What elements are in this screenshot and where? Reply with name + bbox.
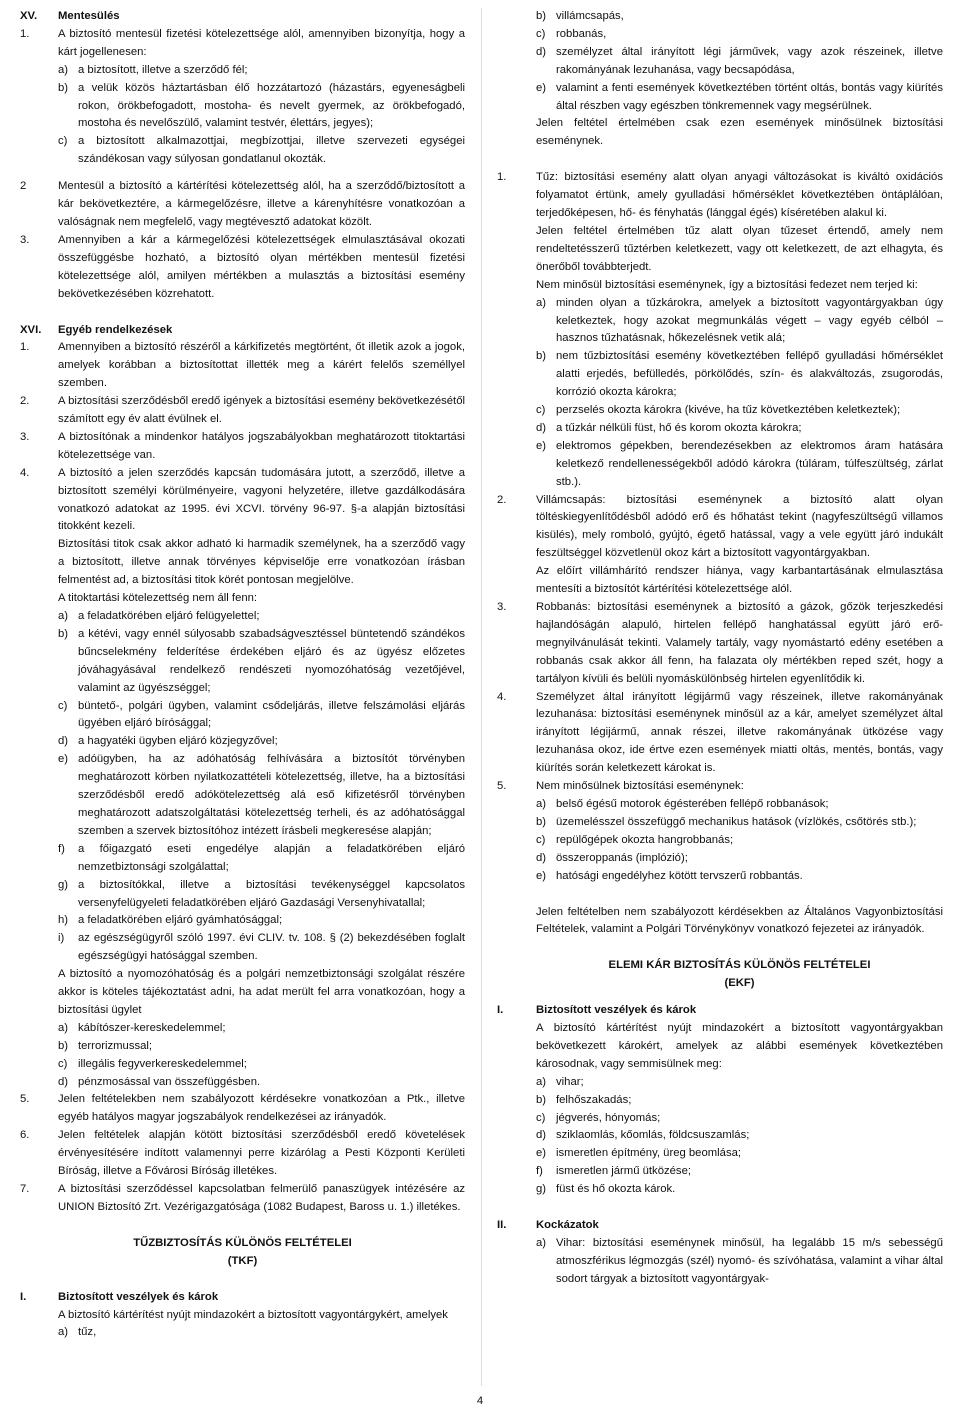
item-text: ismeretlen építmény, üreg beomlása;	[556, 1147, 742, 1160]
item-letter: a)	[536, 1237, 547, 1249]
paragraph-number: 5.	[497, 780, 507, 793]
item-text: a főigazgató eseti engedélye alapján a feladatkörében eljáró nemzetbiztonsági szolgálattal;	[78, 842, 465, 873]
list-item	[20, 912, 465, 930]
paragraph	[20, 1127, 465, 1181]
list-item	[20, 608, 465, 626]
item-text: valamint a fenti események következtében történt oltás, bontás vagy kiürítés által részben vagy egészben tönkremennek vagy megsérülnek.	[556, 81, 943, 112]
item-text: elektromos gépekben, berendezésekben az elektromos áram hatására keletkező rendellenességekből adódó károkra (túláram, túlfeszültség, zárlat stb.).	[556, 439, 943, 488]
paragraph-number: 6.	[20, 1129, 30, 1142]
paragraph	[20, 465, 465, 537]
list-item	[20, 62, 465, 80]
list-item	[20, 1324, 465, 1342]
paragraph-number: 4.	[497, 690, 507, 703]
item-text: robbanás,	[556, 27, 607, 40]
paragraph-text: Nem minősülnek biztosítási eseménynek:	[536, 780, 744, 793]
paragraph-number: 1.	[20, 27, 30, 40]
item-letter: b)	[536, 1093, 547, 1106]
list-item	[497, 796, 943, 814]
item-text: a feladatkörében eljáró felügyelettel;	[78, 610, 260, 622]
column-divider	[481, 8, 482, 1386]
paragraph	[20, 429, 465, 465]
list-item	[497, 832, 943, 850]
paragraph-text: A biztosító a nyomozóhatóság és a polgári nemzetbiztonsági szolgálat részére akkor is köteles tájékoztatást adni, ha adat merült fel arra vonatkozóan, hogy a biztosítási ügylet	[58, 968, 465, 1016]
list-item	[497, 438, 943, 492]
item-text: pénzmosással van összefüggésben.	[78, 1075, 261, 1088]
item-text: belső égésű motorok égésterében fellépő robbanások;	[556, 797, 829, 810]
item-text: terrorizmussal;	[78, 1039, 153, 1052]
section-title: Mentesülés	[58, 10, 120, 22]
item-letter: b)	[58, 627, 69, 640]
list-item	[20, 877, 465, 913]
item-letter: d)	[58, 735, 69, 748]
paragraph	[497, 599, 943, 689]
paragraph-text: A biztosítási szerződéssel kapcsolatban felmerülő panaszügyek intézésére az UNION Biztosító Zrt. Vezérigazgatósága (1082 Budapest, Baross u. 1.) illetékes.	[58, 1183, 465, 1213]
list-item	[497, 295, 943, 349]
left-column	[20, 8, 465, 1342]
item-letter: a)	[58, 63, 69, 76]
paragraph-text: Amennyiben a biztosító részéről a kárkifizetés megtörtént, őt illetik azok a jogok, amelyek korábban a biztosítottat illették meg a kárért felelős személlyel szemben.	[58, 341, 465, 390]
paragraph	[20, 178, 465, 232]
paragraph-text: Amennyiben a kár a kármegelőzési kötelezettségek elmulasztásával okozati összefüggésbe hozható, a biztosító olyan mértékben mentesül fizetési kötelezettsége alól, amilyen mértékben a mulasztás a biztosítási esemény bekövetkezésében közrehatott.	[58, 233, 465, 300]
item-letter: d)	[536, 45, 547, 58]
item-letter: b)	[58, 81, 69, 94]
item-letter: a)	[536, 296, 547, 309]
item-text: a biztosított, illetve a szerződő fél;	[78, 63, 248, 76]
item-letter: c)	[536, 404, 546, 417]
paragraph-number: 3.	[20, 233, 30, 246]
section-number: II.	[497, 1219, 507, 1232]
list-item	[20, 80, 465, 134]
paragraph-number: 3.	[497, 601, 507, 613]
paragraph-number: 2.	[20, 395, 30, 408]
section-number: I.	[20, 1290, 27, 1303]
paragraph-text: A biztosítónak a mindenkor hatályos jogszabályokban meghatározott titoktartási kötelezettsége van.	[58, 430, 465, 461]
list-item	[497, 1145, 943, 1163]
item-text: ismeretlen jármű ütközése;	[556, 1165, 691, 1178]
item-text: személyzet által irányított légi járművek, vagy azok részeinek, illetve rakományának lezuhanása, vagy becsapódása,	[556, 45, 943, 76]
paragraph	[20, 339, 465, 393]
paragraph	[20, 232, 465, 304]
item-letter: f)	[58, 842, 65, 855]
item-text: a hagyatéki ügyben eljáró közjegyzővel;	[78, 735, 278, 748]
ekf-section-heading	[497, 1217, 943, 1235]
item-text: illegális fegyverkereskedelemmel;	[78, 1057, 247, 1070]
item-text: minden olyan a tűzkárokra, amelyek a biztosított vagyontárgyakban úgy keletkeztek, hogy azokat megmunkálás végett – vagy egyéb célból – hasznos tűzhatásnak, hőkezelésnek vetik alá;	[556, 296, 943, 345]
item-text: üzemelésszel összefüggő mechanikus hatások (vízlökés, csőtörés stb.);	[556, 815, 917, 828]
item-text: felhőszakadás;	[556, 1093, 632, 1106]
item-letter: b)	[536, 350, 547, 363]
paragraph-text: A biztosító a jelen szerződés kapcsán tudomására jutott, a szerződő, illetve a biztosított személyi körülményeire, vagyoni helyzetére, illetve gazdálkodására vonatkozó adatokat az 1995. évi XCVI. törvény 96-97. §-a alapján biztosítási titokként kezeli.	[58, 466, 465, 533]
paragraph-text: Biztosítási titok csak akkor adható ki harmadik személynek, ha a szerződő vagy a biztosított, illetve annak törvényes képviselője erre vonatkozóan írásban felmentést ad, a biztosítási titok körét pontosan megjelölve.	[58, 538, 465, 587]
item-letter: e)	[536, 439, 547, 452]
item-text: az egészségügyről szóló 1997. évi CLIV. tv. 108. § (2) bekezdésében foglalt egészségügyi hatósággal szemben.	[78, 932, 465, 963]
list-item	[20, 698, 465, 734]
paragraph-number: 2	[20, 180, 27, 193]
ekf-subtitle: (EKF)	[724, 977, 755, 990]
tkf-section-heading	[20, 1289, 465, 1307]
list-item	[20, 841, 465, 877]
section-number: I.	[497, 1004, 504, 1017]
item-text: a velük közös háztartásban élő hozzátartozó (házastárs, egyeneságbeli rokon, örökbefogadott, mostoha- és nevelt gyermek, az örökbefogadó, mostoha és nevelőszülő, valamint testvér, élettárs, jegyes);	[78, 81, 465, 130]
paragraph-text: A biztosító kártérítést nyújt mindazokért a biztosított vagyontárgykért, amelyek	[58, 1308, 448, 1321]
paragraph-number: 1.	[20, 341, 30, 354]
right-column	[497, 8, 943, 1289]
item-text: repülőgépek okozta hangrobbanás;	[556, 833, 734, 846]
tkf-subtitle: (TKF)	[227, 1254, 258, 1267]
paragraph-text: Tűz: biztosítási esemény alatt olyan anyagi változásokat is kiváltó oxidációs folyamatot értünk, amely gyulladási hőmérséklet következtében öntáplálóan, terjedőképesen, hő- és fényhatás (lánggal égés) kíséretében alakul ki.	[536, 171, 943, 220]
paragraph-number: 7.	[20, 1183, 30, 1195]
paragraph-text: A biztosítási szerződésből eredő igények a biztosítási esemény bekövetkezésétől számított egy év alatt évülnek el.	[58, 395, 465, 426]
item-text: büntető-, polgári ügyben, valamint csődeljárás, illetve felszámolási eljárás ügyében eljáró bírósággal;	[78, 699, 465, 730]
item-text: nem tűzbiztosítási esemény következtében fellépő gyulladási hőmérséklet alatti erjedés, befülledés, pörkölődés, szín- és alakváltozás, zsugorodás, korrózió okozta károkra;	[556, 350, 943, 399]
item-letter: d)	[536, 851, 547, 864]
list-item	[497, 1074, 943, 1092]
list-item	[20, 133, 465, 169]
item-letter: g)	[58, 878, 69, 891]
paragraph-text: Személyzet által irányított légijármű vagy részeinek, illetve rakományának lezuhanása: biztosítási eseménynek minősül az a kár, amelyet személyzet által irányított légijármű, annak részei, illetve rakományának ütközése vagy lezuhanása okoz, ide értve ezen események miatti oltás, mentés, bontás, vagy kiürítés során keletkezett károkat is.	[536, 690, 943, 775]
paragraph-text: Jelen feltételekben nem szabályozott kérdésekre vonatkozóan a Ptk., illetve egyéb hatályos magyar jogszabályok rendelkezései az irányadók.	[58, 1093, 465, 1124]
item-letter: d)	[536, 1129, 547, 1142]
list-item	[497, 8, 943, 26]
list-item	[497, 26, 943, 44]
ekf-section-heading	[497, 1002, 943, 1020]
list-item	[497, 850, 943, 868]
item-letter: a)	[536, 1075, 547, 1088]
list-item	[497, 1181, 943, 1199]
list-item	[497, 1127, 943, 1145]
item-letter: c)	[58, 1057, 68, 1070]
item-letter: h)	[58, 914, 69, 927]
paragraph-text: Nem minősül biztosítási eseménynek, így a biztosítási fedezet nem terjed ki:	[536, 278, 918, 291]
list-item	[20, 751, 465, 841]
item-text: jégverés, hónyomás;	[556, 1111, 661, 1124]
item-letter: c)	[536, 833, 546, 846]
item-text: a kétévi, vagy ennél súlyosabb szabadságvesztéssel büntetendő szándékos bűncselekmény felderítése érdekében eljáró és az ügyész előzetes jóváhagyásával rendelkező rendészeti nyomozóhatóság vezetőjével, valamint az ügyészséggel;	[78, 627, 465, 694]
paragraph-text: A biztosító mentesül fizetési kötelezettsége alól, amennyiben bizonyítja, hogy a kárt jogellenesen:	[58, 27, 465, 58]
item-letter: d)	[58, 1075, 69, 1088]
item-letter: d)	[536, 421, 547, 434]
paragraph	[497, 492, 943, 564]
paragraph-number: 5.	[20, 1093, 30, 1106]
list-item	[20, 1074, 465, 1092]
paragraph	[497, 689, 943, 779]
item-letter: b)	[536, 815, 547, 828]
list-item	[20, 1038, 465, 1056]
section-title: Kockázatok	[536, 1219, 599, 1232]
section-xvi-heading	[20, 322, 465, 340]
list-item	[20, 626, 465, 698]
item-text: füst és hő okozta károk.	[556, 1183, 676, 1196]
paragraph	[20, 393, 465, 429]
list-item	[20, 733, 465, 751]
list-item	[497, 402, 943, 420]
paragraph-text: Az előírt villámhárító rendszer hiánya, vagy karbantartásának elmulasztása mentesíti a biztosítót kártérítési kötelezettsége alól.	[536, 565, 943, 596]
section-title: Egyéb rendelkezések	[58, 323, 173, 336]
section-title: Biztosított veszélyek és károk	[58, 1290, 219, 1303]
paragraph-text: Jelen feltételek alapján kötött biztosítási szerződésből eredő követelések érvényesítésére indított valamennyi perre kizárólag a Pesti Központi Kerületi Bíróság, illetve a Fővárosi Bíróság illetékes.	[58, 1129, 465, 1178]
list-item	[497, 1235, 943, 1289]
section-xv-heading	[20, 8, 465, 26]
item-letter: e)	[58, 753, 69, 766]
item-letter: a)	[58, 1326, 69, 1339]
paragraph	[497, 778, 943, 796]
item-text: perzselés okozta károkra (kivéve, ha tűz következtében keletkeztek);	[556, 404, 901, 417]
paragraph	[20, 26, 465, 62]
paragraph-text: Robbanás: biztosítási eseménynek a biztosító a gázok, gőzök terjeszkedési hajlandóságán alapuló, hirtelen fellépő hanghatással együtt járó erő-megnyilvánulását tekinti. Valamely tartály, vagy nyomástartó edény esetében a robbanás csak akkor áll fenn, ha falazata oly mértékben reped szét, hogy a tartályon kívüli és belüli nyomáskülönbség hirtelen egyenlítődik ki.	[536, 601, 943, 685]
list-item	[497, 348, 943, 402]
page-number: 4	[476, 1395, 484, 1407]
item-letter: e)	[536, 869, 547, 882]
section-number: XVI.	[20, 323, 42, 336]
paragraph-text: Jelen feltételben nem szabályozott kérdésekben az Általános Vagyonbiztosítási Feltételek, valamint a Polgári Törvénykönyv vonatkozó fejezetei az irányadók.	[536, 905, 943, 936]
list-item	[497, 1092, 943, 1110]
item-text: vihar;	[556, 1075, 584, 1088]
paragraph-number: 3.	[20, 430, 30, 443]
paragraph-text: Mentesül a biztosító a kártérítési kötelezettség alól, ha a szerződő/biztosított a kár bekövetkeztére, a kármegelőzésre, illetve a kárenyhítésre vonatkozóan a valóságnak nem megfelelő, vagy megtévesztő adatokat közölt.	[58, 180, 465, 228]
item-letter: c)	[536, 1111, 546, 1124]
section-number: XV.	[20, 10, 38, 22]
item-text: sziklaomlás, kőomlás, földcsuszamlás;	[556, 1129, 750, 1142]
item-letter: b)	[58, 1039, 69, 1052]
item-letter: f)	[536, 1165, 543, 1178]
paragraph-text: Jelen feltétel értelmében tűz alatt olyan tűzeset értendő, amely nem rendeltetésszerű tűztérben keletkezett, vagy ott keletkezett, de azt elhagyta, és önerőből továbbterjedt.	[536, 224, 943, 273]
paragraph	[20, 1181, 465, 1217]
paragraph-text: Villámcsapás: biztosítási eseménynek a biztosító alatt olyan töltéskiegyenlítődésből adódó erő és hőhatást tekint (nagyfeszültségű villamos kisülés), mely romboló, gyújtó, égető hatással, vagy a vele együtt járó indukált feszültséggel közvetlenül okoz kárt a biztosított vagyontárgyakban.	[536, 493, 943, 560]
item-letter: b)	[536, 10, 547, 22]
item-letter: a)	[536, 797, 547, 810]
section-title: Biztosított veszélyek és károk	[536, 1004, 697, 1017]
list-item	[497, 868, 943, 886]
item-letter: g)	[536, 1183, 547, 1196]
item-letter: a)	[58, 1021, 69, 1034]
item-letter: c)	[58, 699, 68, 712]
item-letter: e)	[536, 1147, 547, 1160]
list-item	[20, 930, 465, 966]
paragraph-number: 1.	[497, 171, 507, 184]
list-item	[497, 1110, 943, 1128]
item-text: összeroppanás (implózió);	[556, 851, 688, 864]
paragraph-text: Jelen feltétel értelmében csak ezen események minősülnek biztosítási eseménynek.	[536, 117, 943, 148]
item-text: a tűzkár nélküli füst, hő és korom okozta károkra;	[556, 421, 802, 434]
list-item	[20, 1056, 465, 1074]
item-text: a feladatkörében eljáró gyámhatósággal;	[78, 914, 283, 927]
paragraph	[20, 1091, 465, 1127]
item-text: adóügyben, ha az adóhatóság felhívására a biztosítót törvényben meghatározott körben nyilatkozattételi kötelezettség, illetve, ha a biztosítási szerződésből eredő adókötelezettség alá eső kifizetésről törvényben meghatározott adatszolgáltatási kötelezettség terheli, és az adóhatósággal szemben a szervek biztosítóhoz intézett írásbeli megkeresése alapján;	[78, 753, 465, 837]
item-text: a biztosított alkalmazottjai, megbízottjai, illetve szervezeti egységei szándékosan vagy súlyosan gondatlanul okozták.	[78, 135, 465, 166]
list-item	[497, 1163, 943, 1181]
tkf-title: TŰZBIZTOSÍTÁS KÜLÖNÖS FELTÉTELEI	[133, 1236, 352, 1249]
item-text: a biztosítókkal, illetve a biztosítási tevékenységgel kapcsolatos versenyfelügyeleti feladatkörében eljáró Gazdasági Versenyhivatallal;	[78, 878, 465, 909]
paragraph-number: 2.	[497, 493, 507, 506]
paragraph	[497, 169, 943, 223]
paragraph-text: A titoktartási kötelezettség nem áll fenn:	[58, 592, 258, 605]
item-text: hatósági engedélyhez kötött tervszerű robbantás.	[556, 869, 803, 882]
item-letter: e)	[536, 81, 547, 94]
item-letter: c)	[536, 27, 546, 40]
item-letter: c)	[58, 135, 68, 148]
item-letter: i)	[58, 932, 65, 945]
list-item	[497, 814, 943, 832]
item-text: Vihar: biztosítási eseménynek minősül, ha legalább 15 m/s sebességű atmoszférikus légmozgás (szél) nyomó- és szívóhatása, valamint a vihar által sodort tárgyak a biztosított vagyontárgyak-	[556, 1237, 943, 1285]
list-item	[497, 44, 943, 80]
list-item	[497, 420, 943, 438]
list-item	[20, 1020, 465, 1038]
paragraph-number: 4.	[20, 466, 30, 479]
item-letter: a)	[58, 610, 69, 622]
ekf-title: ELEMI KÁR BIZTOSÍTÁS KÜLÖNÖS FELTÉTELEI	[608, 959, 871, 972]
item-text: tűz,	[78, 1326, 97, 1339]
list-item	[497, 80, 943, 116]
paragraph-text: A biztosító kártérítést nyújt mindazokért a biztosított vagyontárgyakban bekövetkezett károkért, amelyek az alábbi események következtében károsodnak, vagy semmisülnek meg:	[536, 1022, 943, 1070]
item-text: villámcsapás,	[556, 10, 624, 22]
item-text: kábítószer-kereskedelemmel;	[78, 1021, 226, 1034]
